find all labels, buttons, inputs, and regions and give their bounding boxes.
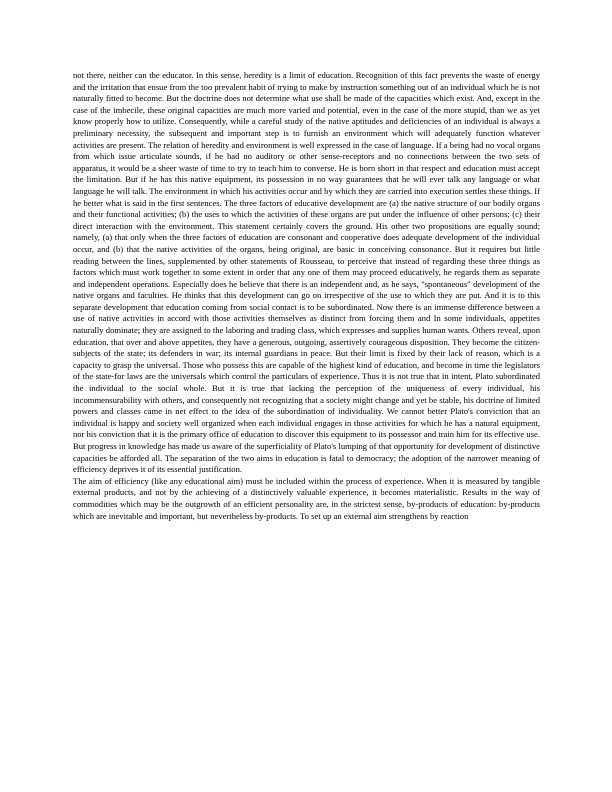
body-paragraph-1: not there, neither can the educator. In this sense, heredity is a limit of education. Recognition of this fact prevents the waste of energy and the irritation that ensue from the too prevalent habit of trying to make by instruction something out of an individual which he is not naturally fitted to become. But the doctrine does not determine what use shall be made of the capacities which exist. And, except in the case of the imbecile, these original capacities are much more varied and potential, even in the case of the more stupid, than we as yet know properly how to utilize. Consequently, while a careful study of the native aptitudes and deficiencies of an individual is always a preliminary necessity, the subsequent and important step is to furnish an environment which will adequately function whatever activities are present. The relation of heredity and environment is well expressed in the case of language. If a being had no vocal organs from which issue articulate sounds, if he had no auditory or other sense-receptors and no connections between the two sets of apparatus, it would be a sheer waste of time to try to teach him to converse. He is born short in that respect and education must accept the limitation. But if he has this native equipment, its possession in no way guarantees that he will ever talk any language or what language he will talk. The environment in which his activities occur and by which they are carried into execution settles these things. If he better what is said in the first sentences. The three factors of educative development are (a) the native structure of our bodily organs and their functional activities; (b) the uses to which the activities of these organs are put under the influence of other persons; (c) their direct interaction with the environment. This statement certainly covers the ground. His other two propositions are equally sound; namely, (a) that only when the three factors of education are consonant and cooperative does adequate development of the individual occur, and (b) that the native activities of the organs, being original, are basic in conceiving consonance. But it requires but little reading between the lines, supplemented by other statements of Rousseau, to perceive that instead of regarding these three things as factors which must work together to some extent in order that any one of them may proceed educatively, he regards them as separate and independent operations. Especially does he believe that there is an independent and, as he says, "spontaneous" development of the native organs and faculties. He thinks that this development can go on irrespective of the use to which they are put. And it is to this separate development that education coming from social contact is to be subordinated. Now there is an immense difference between a use of native activities in accord with those activities themselves as distinct from forcing them and In some individuals, appetites naturally dominate; they are assigned to the laboring and trading class, which expresses and supplies human wants. Others reveal, upon education, that over and above appetites, they have a generous, outgoing, assertively courageous disposition. They become the citizen-subjects of the state; its defenders in war; its internal guardians in peace. But their limit is fixed by their lack of reason, which is a capacity to grasp the universal. Those who possess this are capable of the highest kind of education, and become in time the legislators of the state-for laws are the universals which control the particulars of experience. Thus it is not true that in intent, Plato subordinated the individual to the social whole. But it is true that lacking the perception of the uniqueness of every individual, his incommensurability with others, and consequently not recognizing that a society might change and yet be stable, his doctrine of limited powers and classes came in net effect to the idea of the subordination of individuality. We cannot better Plato's conviction that an individual is happy and society well organized when each individual engages in those activities for which he has a natural equipment, nor his conviction that it is the primary office of education to discover this equipment to its possessor and train him for its effective use. But progress in knowledge has made us aware of the superficiality of Plato's lumping of that opportunity for development of distinctive capacities be afforded all. The separation of the two aims in education is fatal to democracy; the adoption of the narrower meaning of efficiency deprives it of its essential justification. bbox=[73, 70, 540, 475]
body-paragraph-2: The aim of efficiency (like any educational aim) must be included within the process of experience. When it is measured by tangible external products, and not by the achieving of a distinctively valuable experience, it becomes materialistic. Results in the way of commodities which may be the outgrowth of an efficient personality are, in the strictest sense, by-products of education: by-products which are inevitable and important, but nevertheless by-products. To set up an external aim strengthens by reaction bbox=[73, 475, 540, 521]
document-page bbox=[73, 70, 540, 522]
